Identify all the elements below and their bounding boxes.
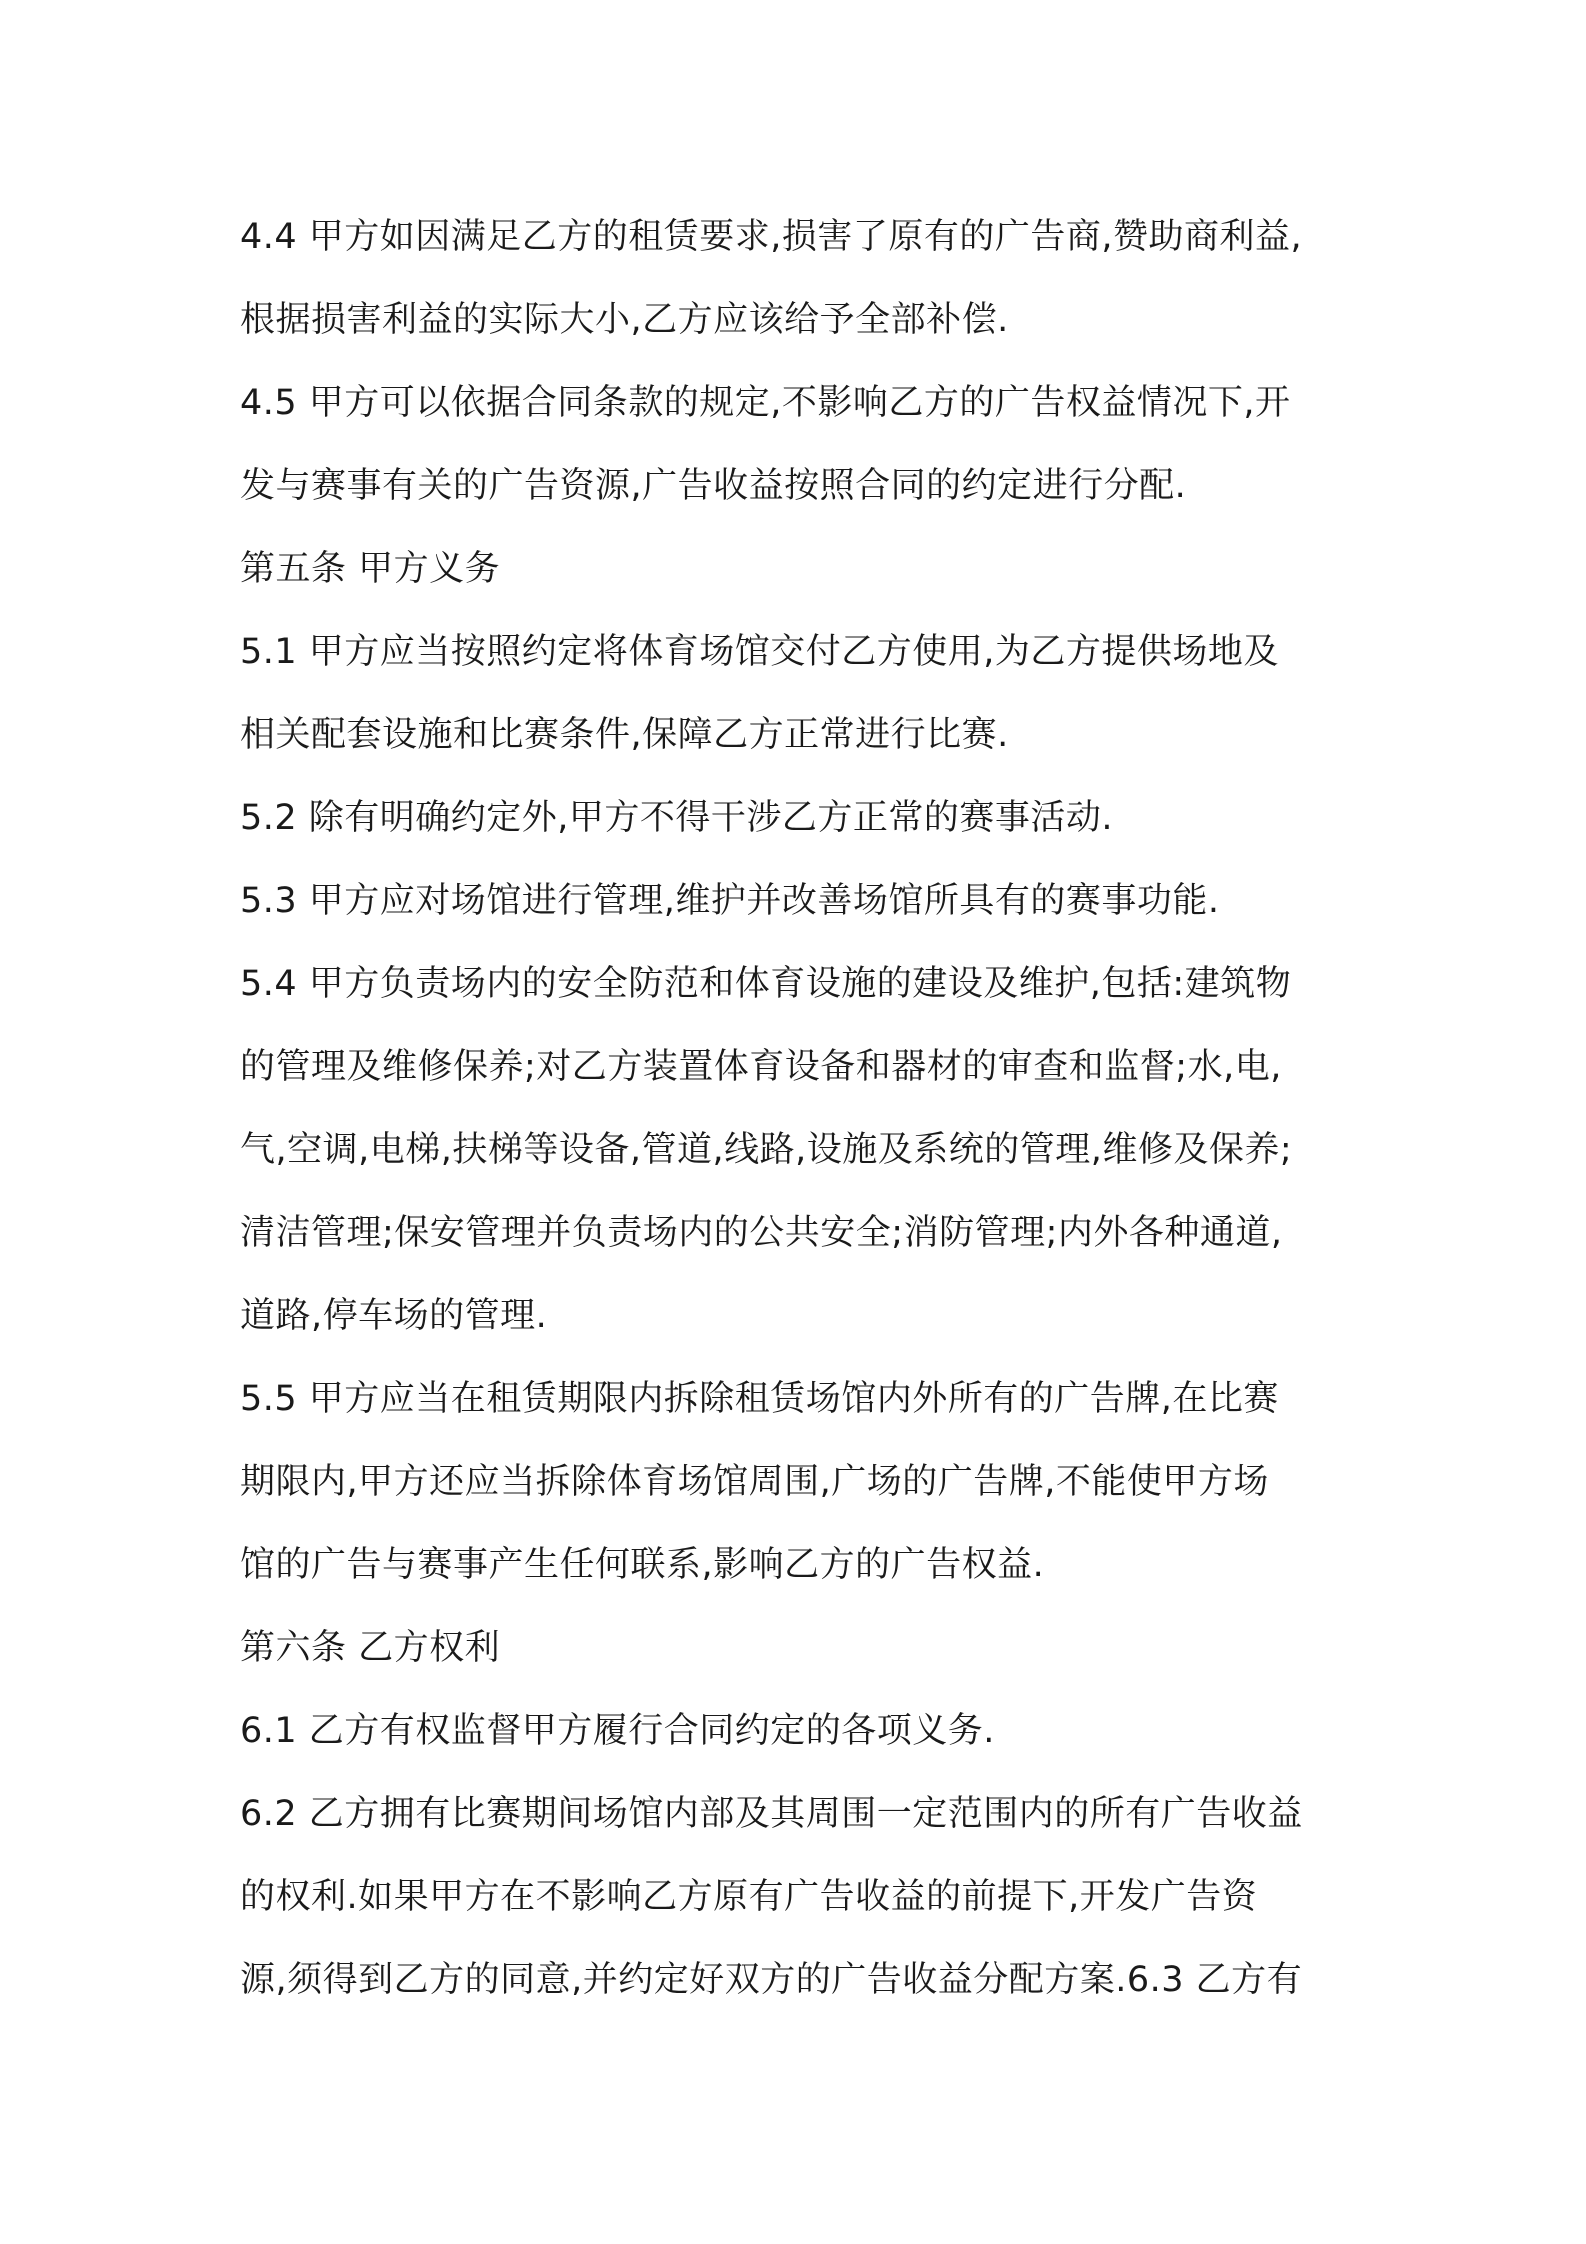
clause-5-4-line-1: 5.4 甲方负责场内的安全防范和体育设施的建设及维护,包括:建筑物 xyxy=(240,964,1292,1004)
clause-5-4-line-4: 清洁管理;保安管理并负责场内的公共安全;消防管理;内外各种通道, xyxy=(240,1213,1283,1253)
clause-4-4-line-2: 根据损害利益的实际大小,乙方应该给予全部补偿. xyxy=(240,300,1009,340)
clause-5-4-line-5: 道路,停车场的管理. xyxy=(240,1296,548,1336)
article-5-heading: 第五条 甲方义务 xyxy=(240,549,501,589)
clause-5-5-line-1: 5.5 甲方应当在租赁期限内拆除租赁场馆内外所有的广告牌,在比赛 xyxy=(240,1379,1279,1419)
clause-4-5-line-2: 发与赛事有关的广告资源,广告收益按照合同的约定进行分配. xyxy=(240,466,1187,506)
clause-6-2-line-1: 6.2 乙方拥有比赛期间场馆内部及其周围一定范围内的所有广告收益 xyxy=(240,1794,1303,1834)
clause-6-1: 6.1 乙方有权监督甲方履行合同约定的各项义务. xyxy=(240,1711,995,1751)
clause-5-4-line-2: 的管理及维修保养;对乙方装置体育设备和器材的审查和监督;水,电, xyxy=(240,1047,1282,1087)
article-6-heading: 第六条 乙方权利 xyxy=(240,1628,501,1668)
clause-5-1-line-2: 相关配套设施和比赛条件,保障乙方正常进行比赛. xyxy=(240,715,1009,755)
clause-4-5-line-1: 4.5 甲方可以依据合同条款的规定,不影响乙方的广告权益情况下,开 xyxy=(240,383,1291,423)
clause-6-2-line-2: 的权利.如果甲方在不影响乙方原有广告收益的前提下,开发广告资 xyxy=(240,1877,1258,1917)
clause-4-4-line-1: 4.4 甲方如因满足乙方的租赁要求,损害了原有的广告商,赞助商利益, xyxy=(240,217,1303,257)
clause-5-4-line-3: 气,空调,电梯,扶梯等设备,管道,线路,设施及系统的管理,维修及保养; xyxy=(240,1130,1293,1170)
document-page xyxy=(240,196,1370,2022)
clause-5-1-line-1: 5.1 甲方应当按照约定将体育场馆交付乙方使用,为乙方提供场地及 xyxy=(240,632,1279,672)
clause-5-2: 5.2 除有明确约定外,甲方不得干涉乙方正常的赛事活动. xyxy=(240,798,1114,838)
clause-6-2-line-3: 源,须得到乙方的同意,并约定好双方的广告收益分配方案.6.3 乙方有 xyxy=(240,1960,1303,2000)
clause-5-5-line-2: 期限内,甲方还应当拆除体育场馆周围,广场的广告牌,不能使甲方场 xyxy=(240,1462,1269,1502)
clause-5-5-line-3: 馆的广告与赛事产生任何联系,影响乙方的广告权益. xyxy=(240,1545,1045,1585)
clause-5-3: 5.3 甲方应对场馆进行管理,维护并改善场馆所具有的赛事功能. xyxy=(240,881,1220,921)
